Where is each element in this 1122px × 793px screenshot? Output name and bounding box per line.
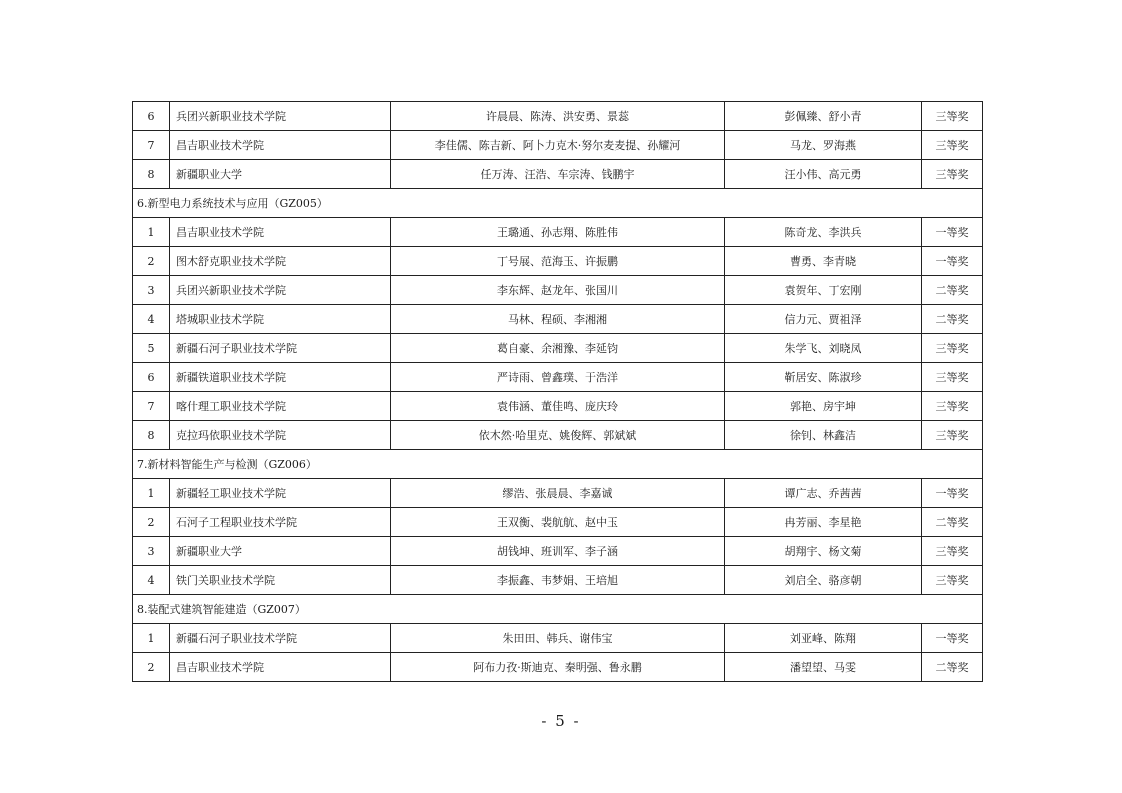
student-names: 李振鑫、韦梦娟、王培旭	[391, 566, 725, 595]
school-name: 新疆铁道职业技术学院	[170, 363, 391, 392]
teacher-names: 马龙、罗海燕	[725, 131, 922, 160]
teacher-names: 曹勇、李青晓	[725, 247, 922, 276]
teacher-names: 靳居安、陈淑珍	[725, 363, 922, 392]
school-name: 新疆职业大学	[170, 160, 391, 189]
student-names: 丁号展、范海玉、许振鹏	[391, 247, 725, 276]
student-names: 许晨晨、陈涛、洪安勇、景蕊	[391, 102, 725, 131]
teacher-names: 陈奇龙、李洪兵	[725, 218, 922, 247]
school-name: 图木舒克职业技术学院	[170, 247, 391, 276]
table-row	[133, 247, 983, 276]
student-names: 任万涛、汪浩、车宗涛、钱鹏宇	[391, 160, 725, 189]
row-number: 7	[133, 392, 170, 421]
student-names: 阿布力孜·斯迪克、秦明强、鲁永鹏	[391, 653, 725, 682]
school-name: 新疆轻工职业技术学院	[170, 479, 391, 508]
row-number: 6	[133, 102, 170, 131]
award-level: 一等奖	[922, 479, 983, 508]
row-number: 2	[133, 508, 170, 537]
teacher-names: 彭佩臻、舒小青	[725, 102, 922, 131]
table-row	[133, 334, 983, 363]
award-level: 一等奖	[922, 624, 983, 653]
section-header-row	[133, 595, 983, 624]
award-level: 三等奖	[922, 537, 983, 566]
teacher-names: 郭艳、房宇坤	[725, 392, 922, 421]
teacher-names: 刘启全、骆彦朝	[725, 566, 922, 595]
section-header-row	[133, 189, 983, 218]
student-names: 胡钱坤、班训军、李子涵	[391, 537, 725, 566]
row-number: 3	[133, 537, 170, 566]
teacher-names: 胡翔宇、杨文菊	[725, 537, 922, 566]
row-number: 2	[133, 247, 170, 276]
row-number: 6	[133, 363, 170, 392]
school-name: 昌吉职业技术学院	[170, 131, 391, 160]
student-names: 依木然·哈里克、姚俊辉、郭斌斌	[391, 421, 725, 450]
student-names: 王双衡、裴航航、赵中玉	[391, 508, 725, 537]
row-number: 7	[133, 131, 170, 160]
row-number: 4	[133, 566, 170, 595]
section-title: 6.新型电力系统技术与应用（GZ005）	[133, 189, 983, 218]
school-name: 兵团兴新职业技术学院	[170, 276, 391, 305]
award-level: 三等奖	[922, 566, 983, 595]
student-names: 袁伟涵、董佳鸣、庞庆玲	[391, 392, 725, 421]
teacher-names: 刘亚峰、陈翔	[725, 624, 922, 653]
table-row	[133, 276, 983, 305]
student-names: 朱田田、韩兵、谢伟宝	[391, 624, 725, 653]
award-level: 二等奖	[922, 276, 983, 305]
award-level: 二等奖	[922, 508, 983, 537]
award-level: 三等奖	[922, 334, 983, 363]
award-level: 三等奖	[922, 421, 983, 450]
student-names: 王璐通、孙志翔、陈胜伟	[391, 218, 725, 247]
table-row	[133, 653, 983, 682]
table-row	[133, 131, 983, 160]
school-name: 新疆石河子职业技术学院	[170, 334, 391, 363]
table-row	[133, 363, 983, 392]
award-level: 二等奖	[922, 653, 983, 682]
awards-table-body	[133, 102, 983, 682]
award-level: 三等奖	[922, 363, 983, 392]
row-number: 2	[133, 653, 170, 682]
row-number: 8	[133, 160, 170, 189]
table-row	[133, 305, 983, 334]
school-name: 石河子工程职业技术学院	[170, 508, 391, 537]
table-row	[133, 508, 983, 537]
teacher-names: 潘望望、马雯	[725, 653, 922, 682]
award-level: 三等奖	[922, 102, 983, 131]
student-names: 李东辉、赵龙年、张国川	[391, 276, 725, 305]
student-names: 李佳儒、陈吉新、阿卜力克木·努尔麦麦提、孙耀河	[391, 131, 725, 160]
school-name: 铁门关职业技术学院	[170, 566, 391, 595]
award-level: 三等奖	[922, 160, 983, 189]
row-number: 5	[133, 334, 170, 363]
school-name: 克拉玛依职业技术学院	[170, 421, 391, 450]
student-names: 葛自豪、余湘豫、李延钧	[391, 334, 725, 363]
student-names: 严诗雨、曾鑫璞、于浩洋	[391, 363, 725, 392]
student-names: 缪浩、张晨晨、李嘉诚	[391, 479, 725, 508]
teacher-names: 冉芳丽、李星艳	[725, 508, 922, 537]
awards-table	[132, 101, 983, 682]
row-number: 3	[133, 276, 170, 305]
school-name: 兵团兴新职业技术学院	[170, 102, 391, 131]
award-level: 一等奖	[922, 247, 983, 276]
teacher-names: 谭广志、乔茜茜	[725, 479, 922, 508]
table-row	[133, 392, 983, 421]
table-row	[133, 537, 983, 566]
table-row	[133, 421, 983, 450]
award-level: 一等奖	[922, 218, 983, 247]
school-name: 塔城职业技术学院	[170, 305, 391, 334]
section-title: 8.装配式建筑智能建造（GZ007）	[133, 595, 983, 624]
section-title: 7.新材料智能生产与检测（GZ006）	[133, 450, 983, 479]
school-name: 新疆石河子职业技术学院	[170, 624, 391, 653]
school-name: 喀什理工职业技术学院	[170, 392, 391, 421]
row-number: 1	[133, 218, 170, 247]
award-level: 三等奖	[922, 131, 983, 160]
award-level: 二等奖	[922, 305, 983, 334]
page-number: - 5 -	[541, 712, 581, 730]
table-row	[133, 218, 983, 247]
school-name: 新疆职业大学	[170, 537, 391, 566]
row-number: 1	[133, 479, 170, 508]
table-row	[133, 102, 983, 131]
teacher-names: 徐钊、林鑫洁	[725, 421, 922, 450]
teacher-names: 信力元、贾祖泽	[725, 305, 922, 334]
award-level: 三等奖	[922, 392, 983, 421]
teacher-names: 袁贺年、丁宏刚	[725, 276, 922, 305]
school-name: 昌吉职业技术学院	[170, 653, 391, 682]
teacher-names: 朱学飞、刘晓凤	[725, 334, 922, 363]
table-row	[133, 160, 983, 189]
row-number: 4	[133, 305, 170, 334]
section-header-row	[133, 450, 983, 479]
table-row	[133, 566, 983, 595]
teacher-names: 汪小伟、高元勇	[725, 160, 922, 189]
table-row	[133, 479, 983, 508]
school-name: 昌吉职业技术学院	[170, 218, 391, 247]
row-number: 8	[133, 421, 170, 450]
table-row	[133, 624, 983, 653]
student-names: 马林、程硕、李湘湘	[391, 305, 725, 334]
row-number: 1	[133, 624, 170, 653]
